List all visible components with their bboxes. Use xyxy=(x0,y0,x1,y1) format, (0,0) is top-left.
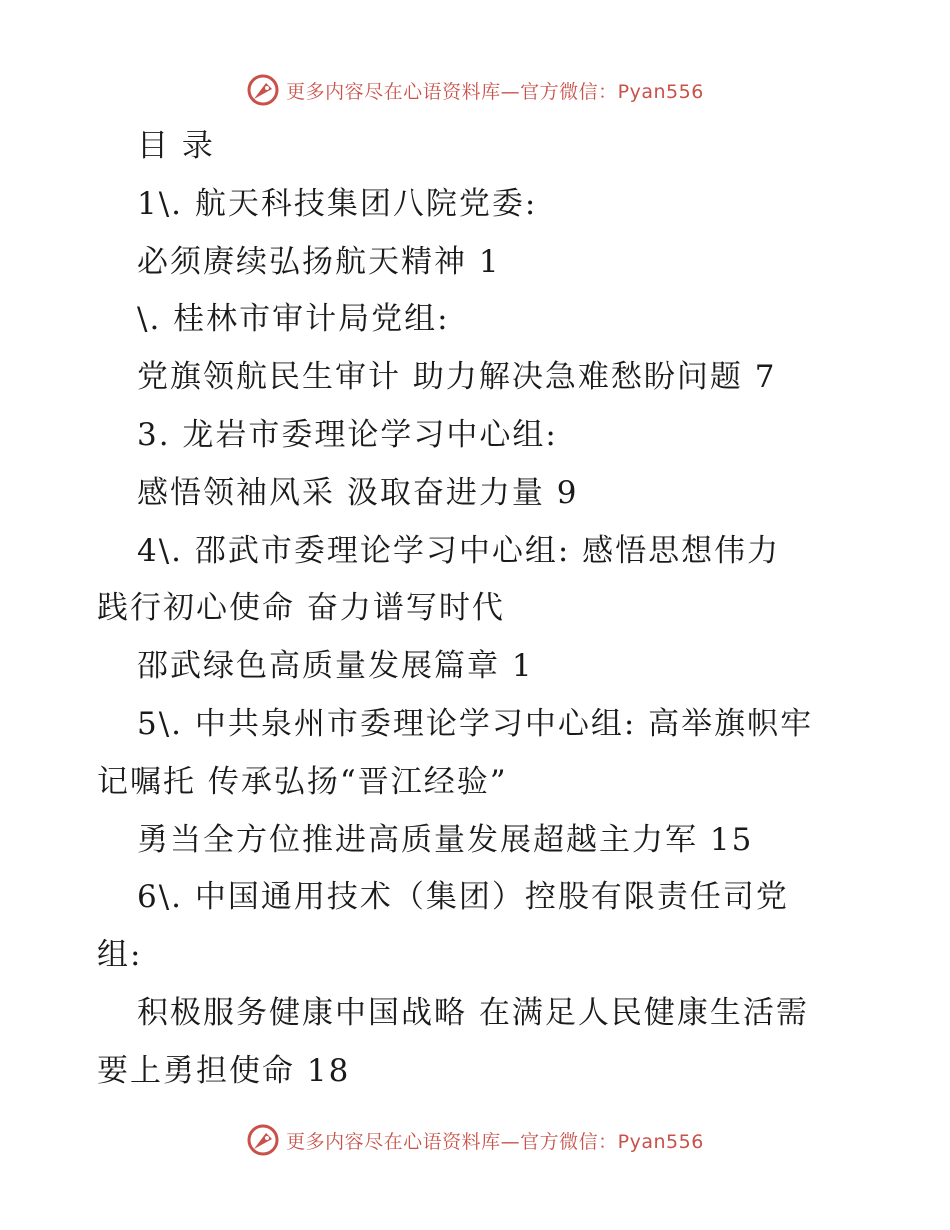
table-of-contents xyxy=(97,118,857,1101)
pen-nib-logo-icon xyxy=(246,73,280,107)
pen-nib-logo-icon xyxy=(246,1123,280,1157)
toc-line: 践行初心使命 奋力谱写时代 xyxy=(97,590,505,627)
header-banner-text: 更多内容尽在心语资料库—官方微信：Pyan556 xyxy=(286,80,704,103)
toc-line: 党旗领航民生审计 助力解决急难愁盼问题 7 xyxy=(137,359,777,396)
header-banner xyxy=(0,70,950,110)
toc-line: 3. 龙岩市委理论学习中心组: xyxy=(137,416,558,453)
toc-line: 6\. 中国通用技术（集团）控股有限责任司党 xyxy=(137,879,789,916)
toc-line: 组: xyxy=(97,937,143,974)
toc-line: 感悟领袖风采 汲取奋进力量 9 xyxy=(137,474,579,511)
toc-line: 邵武绿色高质量发展篇章 1 xyxy=(137,648,534,685)
toc-line: 要上勇担使命 18 xyxy=(97,1052,351,1089)
toc-title: 目 录 xyxy=(137,128,215,164)
toc-line: 勇当全方位推进高质量发展超越主力军 15 xyxy=(137,821,754,858)
toc-line: \. 桂林市审计局党组: xyxy=(137,301,450,338)
footer-banner xyxy=(0,1120,950,1160)
toc-line: 积极服务健康中国战略 在满足人民健康生活需 xyxy=(137,994,809,1031)
toc-line: 4\. 邵武市委理论学习中心组: 感悟思想伟力 xyxy=(137,532,781,569)
toc-line: 必须赓续弘扬航天精神 1 xyxy=(137,243,501,280)
toc-line: 记嘱托 传承弘扬“晋江经验” xyxy=(97,763,508,800)
toc-line: 1\. 航天科技集团八院党委: xyxy=(137,185,538,222)
toc-line: 5\. 中共泉州市委理论学习中心组: 高举旗帜牢 xyxy=(137,705,814,742)
footer-banner-text: 更多内容尽在心语资料库—官方微信：Pyan556 xyxy=(286,1130,704,1153)
